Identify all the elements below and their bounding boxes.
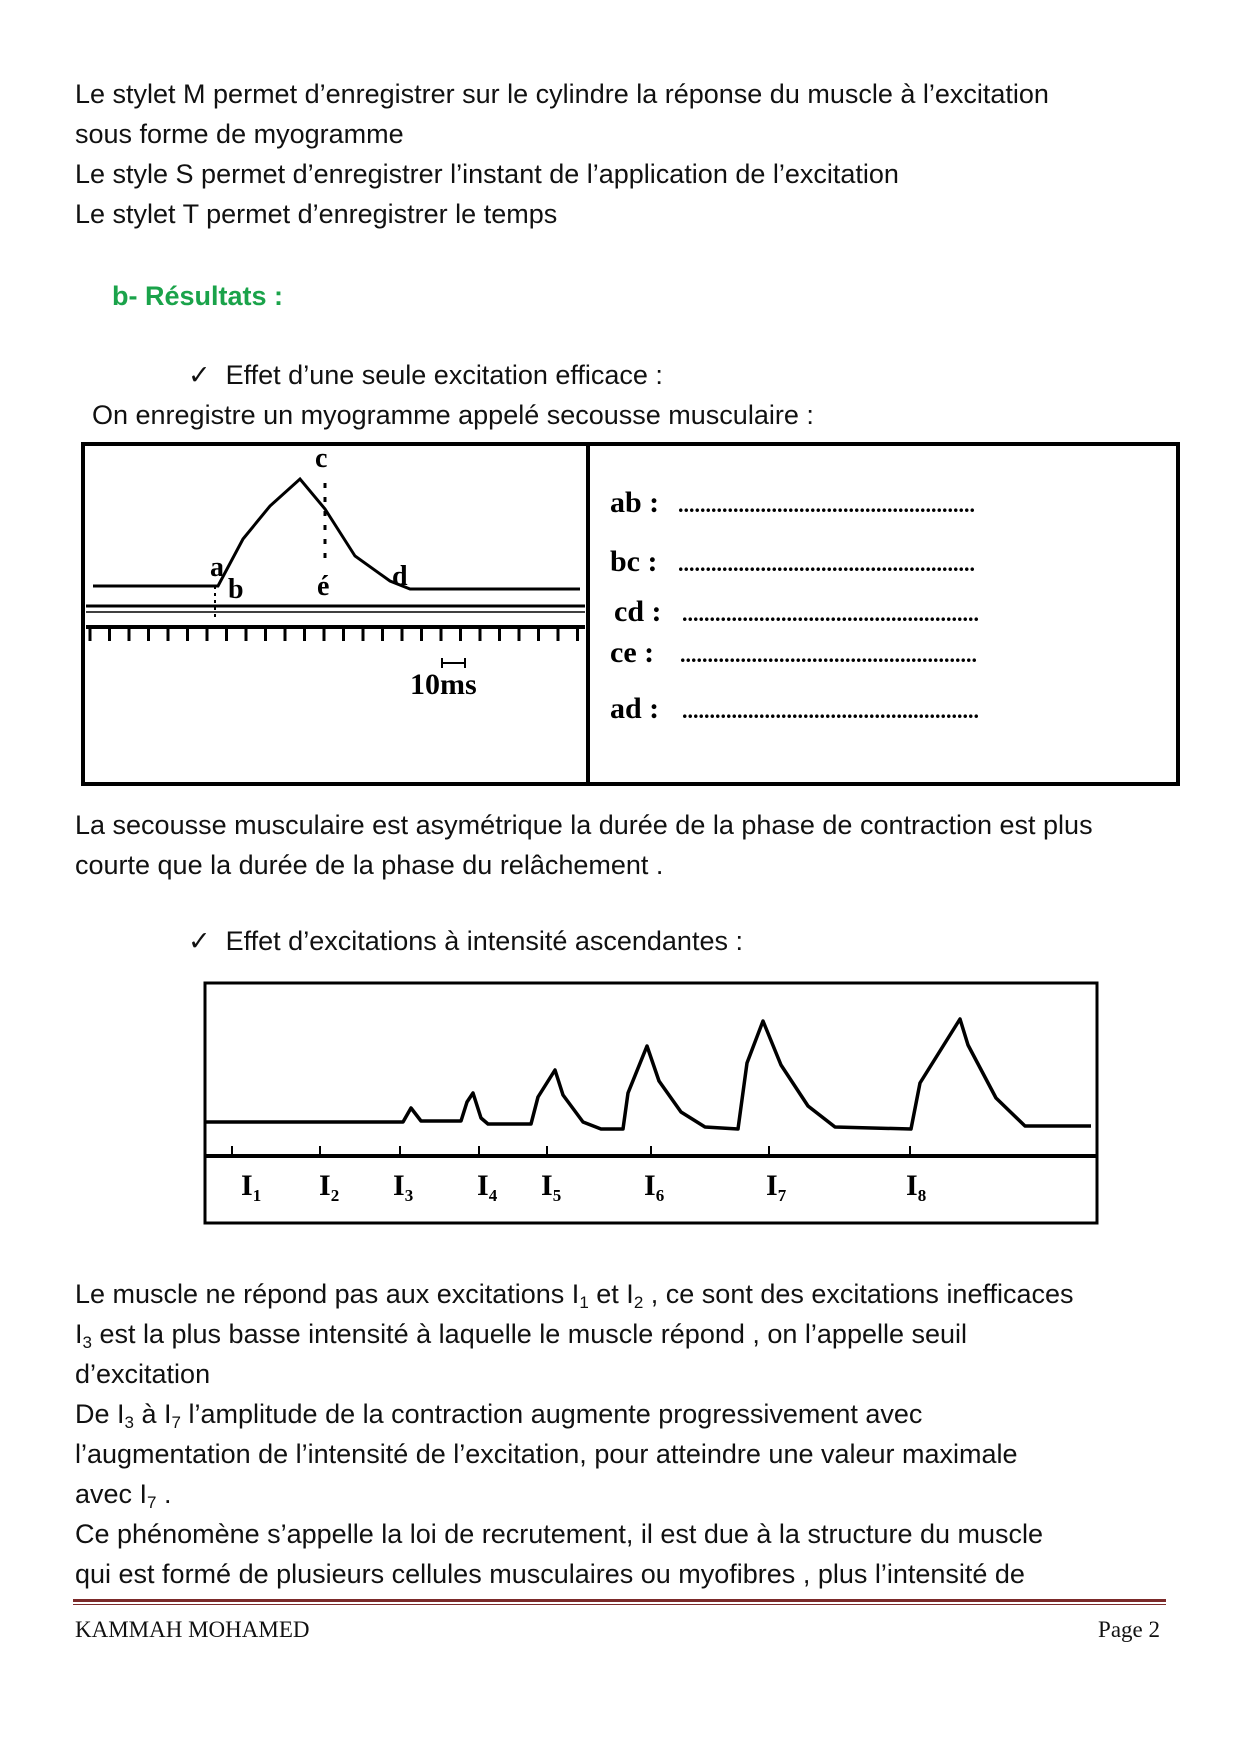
blank-bc-dots: ...................................................... bbox=[678, 551, 975, 576]
para2-line-8: qui est formé de plusieurs cellules musculaires ou myofibres , plus l’intensité de bbox=[75, 1559, 1025, 1589]
effect1-subtitle: On enregistre un myogramme appelé secousse musculaire : bbox=[92, 400, 814, 430]
blank-cd-key: cd : bbox=[614, 595, 662, 628]
blank-bc-key: bc : bbox=[610, 545, 658, 578]
stimulus-label-2: $I_2$ bbox=[319, 1169, 340, 1205]
para2-line-1: Le muscle ne répond pas aux excitations $I_1$ et $I_2$ , ce sont des excitations inefficaces bbox=[75, 1279, 1074, 1312]
myogram-curve bbox=[93, 479, 580, 589]
figure-recrutement bbox=[203, 981, 1103, 1227]
figure-recrutement-svg bbox=[203, 981, 1103, 1227]
footer-divider bbox=[73, 1599, 1166, 1602]
stimulus-label-1: $I_1$ bbox=[241, 1169, 262, 1205]
point-label-d: d bbox=[392, 561, 408, 592]
effect2-title: Effet d’excitations à intensité ascendantes : bbox=[225, 926, 743, 956]
blank-ad-key: ad : bbox=[610, 692, 660, 725]
blank-ab-dots: ...................................................... bbox=[678, 492, 975, 517]
blank-ab-key: ab : bbox=[610, 486, 660, 519]
footer-page-number: Page 2 bbox=[1098, 1617, 1160, 1642]
blank-ad-dots: ...................................................... bbox=[682, 698, 979, 723]
stimulus-label-3: $I_3$ bbox=[393, 1169, 414, 1205]
para2-line-7: Ce phénomène s’appelle la loi de recrutement, il est due à la structure du muscle bbox=[75, 1519, 1044, 1549]
stimulus-label-7: $I_7$ bbox=[766, 1169, 787, 1205]
intro-line-2: sous forme de myogramme bbox=[75, 119, 404, 149]
check-icon: ✓ bbox=[188, 926, 211, 956]
para1-line-1: La secousse musculaire est asymétrique la durée de la phase de contraction est plus bbox=[75, 810, 1093, 840]
time-ticks bbox=[90, 627, 578, 641]
graph-frame bbox=[83, 444, 588, 784]
blank-cd-dots: ...................................................... bbox=[682, 601, 979, 626]
figure-secousse bbox=[80, 441, 1180, 787]
responses-curve bbox=[205, 1019, 1091, 1129]
para1-line-2: courte que la durée de la phase du relâchement . bbox=[75, 850, 664, 880]
blank-ce-dots: ...................................................... bbox=[680, 642, 977, 667]
section-title-resultats: b- Résultats : bbox=[112, 281, 284, 311]
intro-line-1: Le stylet M permet d’enregistrer sur le cylindre la réponse du muscle à l’excitation bbox=[75, 79, 1049, 109]
stimulus-label-4: $I_4$ bbox=[477, 1169, 498, 1205]
figure-secousse-svg bbox=[80, 441, 1180, 787]
intro-line-4: Le stylet T permet d’enregistrer le temps bbox=[75, 199, 558, 229]
check-icon: ✓ bbox=[188, 360, 211, 390]
intro-line-3: Le style S permet d’enregistrer l’instant de l’application de l’excitation bbox=[75, 159, 899, 189]
effect1-title: Effet d’une seule excitation efficace : bbox=[225, 360, 663, 390]
blank-ce-key: ce : bbox=[610, 636, 655, 669]
stimulus-label-8: $I_8$ bbox=[906, 1169, 927, 1205]
effect2-heading bbox=[188, 921, 743, 961]
footer-author: KAMMAH MOHAMED bbox=[75, 1617, 310, 1642]
scale-label: 10ms bbox=[410, 668, 477, 701]
para2-line-5: l’augmentation de l’intensité de l’excitation, pour atteindre une valeur maximale bbox=[75, 1439, 1018, 1469]
point-label-e: é bbox=[317, 571, 330, 602]
para2-line-6: avec $I_7$ . bbox=[75, 1479, 172, 1512]
point-label-c: c bbox=[315, 443, 328, 474]
point-label-a: a bbox=[210, 552, 224, 583]
footer-divider-thin bbox=[73, 1604, 1166, 1605]
stimulus-label-6: $I_6$ bbox=[644, 1169, 665, 1205]
point-label-b: b bbox=[228, 574, 244, 605]
stimulus-label-5: $I_5$ bbox=[541, 1169, 562, 1205]
para2-line-4: De $I_3$ à $I_7$ l’amplitude de la contraction augmente progressivement avec bbox=[75, 1399, 923, 1432]
para2-line-3: d’excitation bbox=[75, 1359, 211, 1389]
effect1-heading bbox=[188, 355, 663, 395]
para2-line-2: $I_3$ est la plus basse intensité à laquelle le muscle répond , on l’appelle seuil bbox=[75, 1319, 968, 1352]
